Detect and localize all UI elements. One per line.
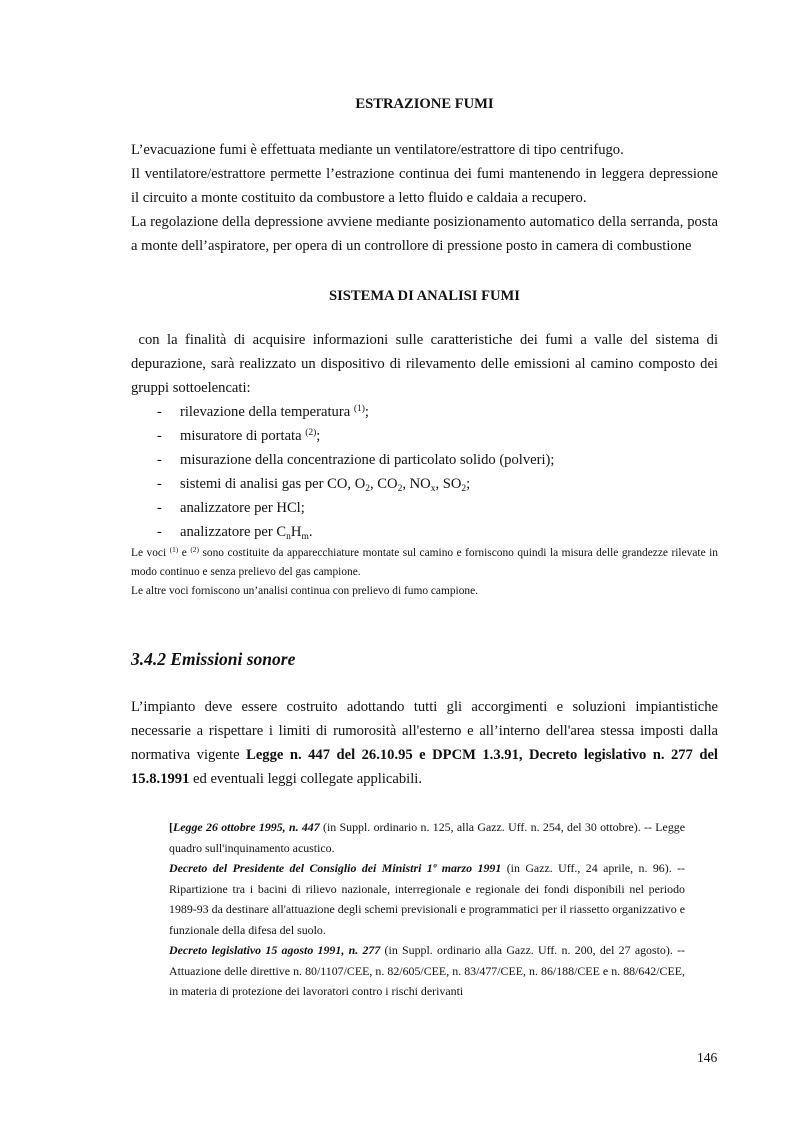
footnote-text: Le voci $^{(1)}$ e $^{(2)}$ sono costituite da apparecchiature montate sul camino e forniscono quindi la misura delle grandezze rilevate in modo continuo e senza prelievo del gas campione. bbox=[131, 545, 718, 578]
paragraph: L’impianto deve essere costruito adottando tutti gli accorgimenti e soluzioni impiantistiche necessarie a rispettare i limiti di rumorosità all'esterno e all’interno dell'area stessa imposti dalla normativa vigente Legge n. 447 del 26.10.95 e DPCM 1.3.91, Decreto legislativo n. 277 del 15.8.1991 ed eventuali leggi collegate applicabili. bbox=[131, 699, 718, 787]
document-page bbox=[131, 92, 722, 1002]
legal-references bbox=[169, 817, 685, 1002]
list-item: - rilevazione della temperatura $^{(1)}$; bbox=[157, 404, 369, 420]
reference-entry: Decreto legislativo 15 agosto 1991, n. 277 (in Suppl. ordinario alla Gazz. Uff. n. 200, del 27 agosto). -- Attuazione delle direttive n. 80/1107/CEE, n. 82/605/CEE, n. 83/477/CEE, n. 86/188/CEE e n. 88/642/CEE, in materia di protezione dei lavoratori contro i rischi derivanti bbox=[169, 943, 685, 998]
page-number: 146 bbox=[697, 1050, 718, 1065]
list-item: - analizzatore per $C_nH_m$. bbox=[157, 524, 313, 542]
paragraph: L’evacuazione fumi è effettuata mediante un ventilatore/estrattore di tipo centrifugo. bbox=[131, 142, 624, 158]
reference-entry: Decreto del Presidente del Consiglio dei Ministri 1º marzo 1991 (in Gazz. Uff., 24 aprile, n. 96). -- Ripartizione tra i bacini di rilievo nazionale, interregionale e regionale dei fondi disponibili nel periodo 1989-93 da destinare all'attuazione degli schemi previsionali e programmatici per il riassetto organizzativo e funzionale della difesa del suolo. bbox=[169, 861, 685, 937]
bullet-list bbox=[131, 400, 718, 544]
reference-entry: [Legge 26 ottobre 1995, n. 447 (in Suppl. ordinario n. 125, alla Gazz. Uff. n. 254, del 30 ottobre). -- Legge quadro sull'inquinamento acustico. bbox=[169, 820, 685, 855]
section-heading-sistema-analisi-fumi: SISTEMA DI ANALISI FUMI bbox=[329, 288, 520, 304]
paragraph: Il ventilatore/estrattore permette l’estrazione continua dei fumi mantenendo in leggera depressione il circuito a monte costituito da combustore a letto fluido e caldaia a recupero. bbox=[131, 166, 718, 206]
list-item: - sistemi di analisi gas per CO, $O_2$, $CO_2$, $NO_x$, $SO_2$; bbox=[157, 476, 471, 494]
section-heading-estrazione-fumi: ESTRAZIONE FUMI bbox=[355, 96, 494, 112]
paragraph: La regolazione della depressione avviene mediante posizionamento automatico della serranda, posta a monte dell’aspiratore, per opera di un controllore di pressione posto in camera di combustione bbox=[131, 214, 718, 254]
footnote-text: Le altre voci forniscono un’analisi continua con prelievo di fumo campione. bbox=[131, 585, 478, 597]
list-item: - misuratore di portata $^{(2)}$; bbox=[157, 428, 321, 444]
section-title-emissioni-sonore: 3.4.2 Emissioni sonore bbox=[131, 649, 296, 669]
list-item: - analizzatore per HCl; bbox=[157, 500, 305, 516]
list-item: - misurazione della concentrazione di particolato solido (polveri); bbox=[157, 452, 555, 468]
paragraph: con la finalità di acquisire informazioni sulle caratteristiche dei fumi a valle del sistema di depurazione, sarà realizzato un dispositivo di rilevamento delle emissioni al camino composto dei gruppi sottoelencati: bbox=[131, 332, 722, 396]
